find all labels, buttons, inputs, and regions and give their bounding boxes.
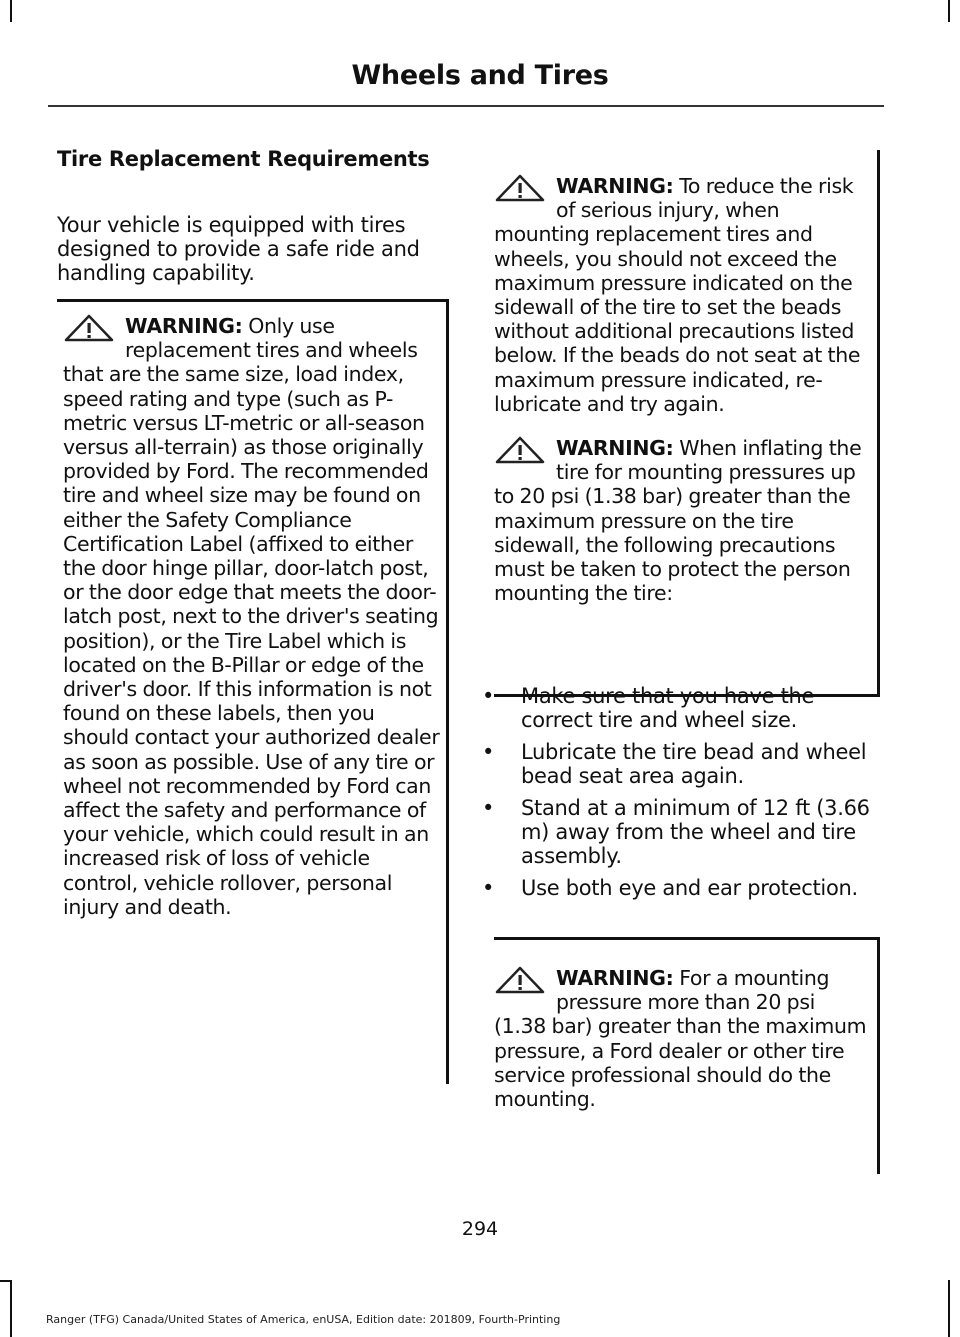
warning-label: WARNING:: [125, 314, 243, 338]
warning-body: For a mounting pressure more than 20 psi (1.38 bar) greater than the maximum pressure, a Ford dealer or other tire service professional should do the mounting.: [494, 966, 867, 1112]
warning-triangle-icon: [63, 314, 125, 344]
warning-text: [494, 174, 871, 416]
intro-paragraph: Your vehicle is equipped with tires designed to provide a safe ride and handling capability.: [57, 213, 420, 285]
crop-mark-bottom-left-h: [0, 1280, 12, 1282]
crop-mark-bottom-right: [948, 1280, 950, 1337]
section-heading: Tire Replacement Requirements: [57, 147, 430, 171]
warning-label: WARNING:: [556, 966, 674, 990]
warning-body: When inflating the tire for mounting pressures up to 20 psi (1.38 bar) greater than the maximum pressure on the tire sidewall, the following precautions must be taken to protect the person mounting the tire:: [494, 436, 862, 606]
edition-footer: Ranger (TFG) Canada/United States of America, enUSA, Edition date: 201809, Fourth-Printing: [46, 1313, 561, 1326]
list-item: • Make sure that you have the correct tire and wheel size.: [482, 684, 815, 732]
warning-text: [494, 966, 871, 1111]
page-number: 294: [461, 1218, 499, 1240]
warning-text: [494, 436, 871, 605]
warning-triangle-icon: [494, 436, 556, 466]
warning-triangle-icon: [494, 174, 556, 204]
warning-body: Only use replacement tires and wheels that are the same size, load index, speed rating and type (such as P-metric versus LT-metric or all-season versus all-terrain) as those originally provided by Ford. The recommended tire and wheel size may be found on either the Safety Compliance Certification Label (affixed to either the door hinge pillar, door-latch post, or the door edge that meets the door-latch post, next to the driver's seating position), or the Tire Label which is located on the B-Pillar or edge of the driver's door. If this information is not found on these labels, then you should contact your authorized dealer as soon as possible. Use of any tire or wheel not recommended by Ford can affect the safety and performance of your vehicle, which could result in an increased risk of loss of vehicle control, vehicle rollover, personal injury and death.: [63, 314, 440, 919]
warning-text: [63, 314, 440, 919]
warning-box-mounting: [494, 150, 880, 697]
list-item: • Lubricate the tire bead and wheel bead seat area again.: [482, 740, 867, 788]
warning-box-replacement: [57, 299, 449, 1084]
page-title: Wheels and Tires: [351, 60, 609, 91]
warning-label: WARNING:: [556, 174, 674, 198]
warning-label: WARNING:: [556, 436, 674, 461]
list-item: • Use both eye and ear protection.: [482, 876, 858, 900]
warning-triangle-icon: [494, 966, 556, 996]
crop-mark-top-left: [10, 0, 12, 22]
warning-body: To reduce the risk of serious injury, when mounting replacement tires and wheels, you should not exceed the maximum pressure indicated on the sidewall of the tire to set the beads without additional precautions listed below. If the beads do not seat at the maximum pressure indicated, re-lubricate and try again.: [494, 174, 861, 416]
crop-mark-top-right: [948, 0, 950, 22]
header-divider: [48, 105, 884, 107]
warning-box-professional: [494, 937, 880, 1174]
list-item: • Stand at a minimum of 12 ft (3.66 m) away from the wheel and tire assembly.: [482, 796, 870, 868]
precautions-list: [482, 684, 884, 908]
crop-mark-bottom-left: [10, 1280, 12, 1337]
